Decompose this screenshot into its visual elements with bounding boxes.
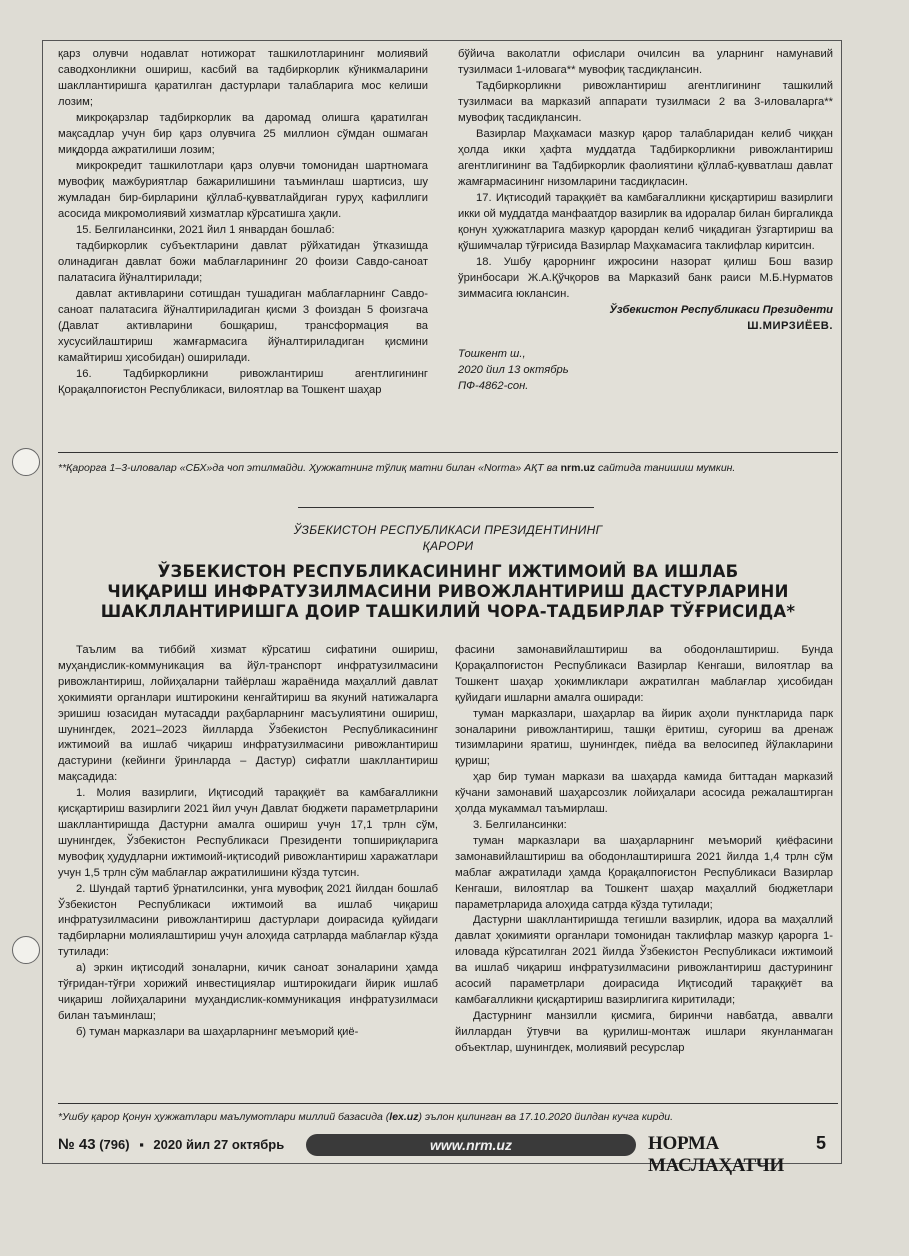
decree-kicker-line: ҚАРОРИ xyxy=(422,539,474,553)
paragraph: 15. Белгилансинки, 2021 йил 1 январдан бошлаб: xyxy=(76,224,335,236)
paragraph: Таълим ва тиббий хизмат кўрсатиш сифатини ошириш, муҳандислик-коммуникация ва йўл-транспорт инфратузилмасини ривожлантириш, лойиҳаларни тайёрлаш жараёнида маҳаллий давлат ҳокимияти органлари иштирокини кенгайтириш ва якуний натижаларга эришиш юзасидан мутасадди раҳбарларнинг масъулиятини ошириш, шунингдек, 2021–2023 йилларда Ўзбекистон Республикасининг ижтимоий ва ишлаб чиқариш инфратузилмасини ривожлантириш дастурини (кейинги ўринларда – Дастур) сифатли шакллантириш мақсадида: xyxy=(58,644,438,784)
place-city: Тошкент ш., xyxy=(458,348,526,360)
paragraph: қарз олувчи нодавлат нотижорат ташкилотларининг молиявий саводхонликни ошириш, касбий ва тадбиркорлик кўникмаларини шакллантиришга қаратилган дастурлари талабларига мос келиши лозим; xyxy=(58,48,428,108)
paragraph: Тадбиркорликни ривожлантириш агентлигининг ташкилий тузилмаси ва марказий аппарати тузилмаси 2 ва 3-иловаларга** мувофиқ тасдиқлансин. xyxy=(458,80,833,124)
place-date-block xyxy=(458,346,833,394)
separator-rule xyxy=(58,452,838,453)
paragraph: 1. Молия вазирлиги, Иқтисодий тараққиёт ва камбағалликни қисқартириш вазирлиги 2021 йил учун Давлат бюджети параметрларини шакллантиришда Дастурни амалга ошириш учун 17,1 трлн сўм, шунингдек, Ўзбекистон Республикаси Президенти топшириқларига мувофиқ ҳудудларни ижтимоий-иқтисодий ривожлантириш харажатлари учун 1,5 трлн сўм маблағлар ажратилишини кўзда тутсин. xyxy=(58,787,438,879)
paragraph: 3. Белгилансинки: xyxy=(473,818,567,831)
paragraph: микроқарзлар тадбиркорлик ва даромад олишга қаратилган мақсадлар учун бир қарз олувчига 25 миллион сўмдан ошмаган миқдорда ажратилиши лозим; xyxy=(58,112,428,156)
decree-column-right xyxy=(455,643,833,1057)
continued-column-left xyxy=(58,46,428,398)
paragraph: бўйича ваколатли офислари очилсин ва уларнинг намунавий тузилмаси 1-иловага** мувофиқ тасдиқлансин. xyxy=(458,48,833,76)
footnote-text: *Ушбу қарор Қонун ҳужжатлари маълумотлари миллий базасида ( xyxy=(58,1111,390,1123)
decree-title-line: ШАКЛЛАНТИРИШГА ДОИР ТАШКИЛИЙ ЧОРА-ТАДБИРЛАР ТЎҒРИСИДА* xyxy=(100,602,796,621)
separator-rule xyxy=(58,1103,838,1104)
separator-short-rule xyxy=(298,507,594,508)
paragraph: туман марказлари, шаҳарлар ва йирик аҳоли пунктларида парк зоналарини ривожлантириш, ташқи ёритиш, суғориш ва дренаж тизимларини яратиш, шунингдек, пиёда ва велосипед йўлакларини қуриш; xyxy=(455,707,833,768)
footnote-link[interactable]: lex.uz xyxy=(389,1111,419,1123)
issue-number: № 43 xyxy=(58,1136,96,1153)
issue-total: (796) xyxy=(99,1137,130,1152)
website-link[interactable]: www.nrm.uz xyxy=(306,1134,636,1156)
paragraph: Дастурни шакллантиришда тегишли вазирлик, идора ва маҳаллий давлат ҳокимияти органлари томонидан таклифлар мазкур қарорга 1-иловада кўрсатилган 2021 йилда Ўзбекистон Республикаси ижтимоий ва ишлаб чиқариш инфратузилмасини ривожлантириш дастурининг асосий параметрлари доирасида Иқтисодий тараққиёт ва камбағалликни қисқартириш вазирлигига киритилади; xyxy=(455,914,833,1006)
decree-column-left xyxy=(58,643,438,1041)
paragraph: микрокредит ташкилотлари қарз олувчи томонидан шартномага мувофиқ мажбуриятлар бажарилишини таъминлаш шартисиз, шу жумладан бир-бирларини қўллаб-қувватлайдиган гуруҳ кафиллиги асосида микромолиявий хизматлар кўрсатишга ҳақли. xyxy=(58,160,428,220)
signature-block xyxy=(458,302,833,334)
footnote-publication xyxy=(58,1110,838,1124)
paragraph: 2. Шундай тартиб ўрнатилсинки, унга мувофиқ 2021 йилдан бошлаб Ўзбекистон Республикаси ижтимоий ва ишлаб чиқариш инфратузилмасини ривожлантириш дастурлари доирасида қуйидаги тадбирларни молиялаштириш учун алоҳида сатрларда маблағлар кўзда тутилади: xyxy=(58,882,438,959)
decree-kicker-line: ЎЗБЕКИСТОН РЕСПУБЛИКАСИ ПРЕЗИДЕНТИНИНГ xyxy=(293,523,603,537)
paragraph: Вазирлар Маҳкамаси мазкур қарор талабларидан келиб чиққан ҳолда икки ҳафта муддатда Тадбиркорликни ривожлантириш агентлигининг ва Тадбиркорлик фаолиятини қўллаб-қувватлаш давлат жамғармасининг низомларини тасдиқласин. xyxy=(458,128,833,188)
paragraph: б) туман марказлари ва шаҳарларнинг меъморий қиё- xyxy=(76,1025,359,1038)
issue-info xyxy=(58,1136,284,1153)
decree-number: ПФ-4862-сон. xyxy=(458,380,529,392)
signature-name: Ш.МИРЗИЁЕВ. xyxy=(747,320,833,332)
signature-position: Ўзбекистон Республикаси Президенти xyxy=(609,304,833,316)
bullet-icon: ▪ xyxy=(139,1137,144,1152)
decree-header xyxy=(58,522,838,622)
paragraph: Дастурнинг манзилли қисмига, биринчи навбатда, аввалги йиллардан ўтувчи ва қурилиш-монтаж ишлари якунланмаган объектлар, шунингдек, молиявий ресурслар xyxy=(455,1009,833,1054)
paragraph: давлат активларини сотишдан тушадиган маблағларнинг Савдо-саноат палатасига йўналтириладиган қисми 3 фоиздан 5 фоизгача (Давлат активларини бошқариш, трансформация ва хусусийлаштириш жамғармасига йўналтириладиган қисмини камайтириш ҳисобидан) оширилади. xyxy=(58,288,428,364)
footnote-text: **Қарорга 1–3-иловалар «СБХ»да чоп этилмайди. Ҳужжатнинг тўлиқ матни билан «Norma» АҚТ ва xyxy=(58,462,561,474)
paragraph: 17. Иқтисодий тараққиёт ва камбағалликни қисқартириш вазирлиги икки ой муддатда манфаатдор вазирлик ва идоралар билан биргаликда қонун ҳужжатларига мазкур қарордан келиб чиқадиган ўзгартириш ва қўшимчалар тўғрисида Вазирлар Маҳкамасига таклифлар киритсин. xyxy=(458,192,833,252)
paragraph: туман марказлари ва шаҳарларнинг меъморий қиёфасини замонавийлаштириш ва ободонлаштиришга 2021 йилда 1,4 трлн сўм маблағ ажратилади ҳамда Қорақалпоғистон Республикаси Вазирлар Кенгаши, вилоятлар ва Тошкент шаҳар маҳаллий бюджетлари параметрларида алоҳида сатрда кўзда тутилади; xyxy=(455,834,833,911)
issue-date: 2020 йил 27 октябрь xyxy=(153,1137,285,1152)
paragraph: 18. Ушбу қарорнинг ижросини назорат қилиш Бош вазир ўринбосари Ж.А.Қўчқоров ва Марказий банк раиси М.Б.Нурматов зиммасига юклансин. xyxy=(458,256,833,300)
paragraph: ҳар бир туман маркази ва шаҳарда камида биттадан марказий кўчани замонавий шаҳарсозлик лойиҳалари асосида режалаштирган ҳолда мукаммал таъмирлаш. xyxy=(455,771,833,816)
paragraph: тадбиркорлик субъектларини давлат рўйхатидан ўтказишда олинадиган давлат божи маблағларининг 20 фоизи Савдо-саноат палатасига йўналтирилади; xyxy=(58,240,428,284)
footnote-annexes xyxy=(58,461,838,476)
decree-date: 2020 йил 13 октябрь xyxy=(458,364,569,376)
paragraph: фасини замонавийлаштириш ва ободонлаштириш. Бунда Қорақалпоғистон Республикаси Вазирлар Кенгаши, вилоятлар ва Тошкент шаҳар ҳокимликлари ажратилган маблағлар ҳисобидан қуйидаги ишларни амалга оширади: xyxy=(455,644,833,704)
footnote-text: ) эълон қилинган ва 17.10.2020 йилдан кучга кирди. xyxy=(418,1111,674,1123)
decree-title-line: ЎЗБЕКИСТОН РЕСПУБЛИКАСИНИНГ ИЖТИМОИЙ ВА ИШЛАБ xyxy=(157,562,739,581)
paragraph: а) эркин иқтисодий зоналарни, кичик саноат зоналарини ҳамда тўғридан-тўғри хорижий инвестициялар иштирокидаги йирик ишлаб чиқариш лойиҳаларини муҳандислик-коммуникация инфратузилмаси билан таъминлаш; xyxy=(58,962,438,1022)
decree-title-line: ЧИҚАРИШ ИНФРАТУЗИЛМАСИНИ РИВОЖЛАНТИРИШ ДАСТУРЛАРИНИ xyxy=(107,582,789,601)
punch-hole-bottom xyxy=(12,936,40,964)
paragraph: 16. Тадбиркорликни ривожлантириш агентлигининг Қорақалпоғистон Республикаси, вилоятлар ва Тошкент шаҳар xyxy=(58,368,428,396)
punch-hole-top xyxy=(12,448,40,476)
page-number: 5 xyxy=(815,1133,826,1153)
decree-title xyxy=(58,562,838,622)
publication-brand: НОРМА МАСЛАҲАТЧИ xyxy=(648,1133,785,1176)
page-footer xyxy=(58,1133,830,1176)
footnote-text: сайтида танишиш мумкин. xyxy=(595,462,736,474)
decree-kicker xyxy=(58,522,838,554)
continued-column-right xyxy=(458,46,833,394)
footnote-link[interactable]: nrm.uz xyxy=(560,462,596,474)
